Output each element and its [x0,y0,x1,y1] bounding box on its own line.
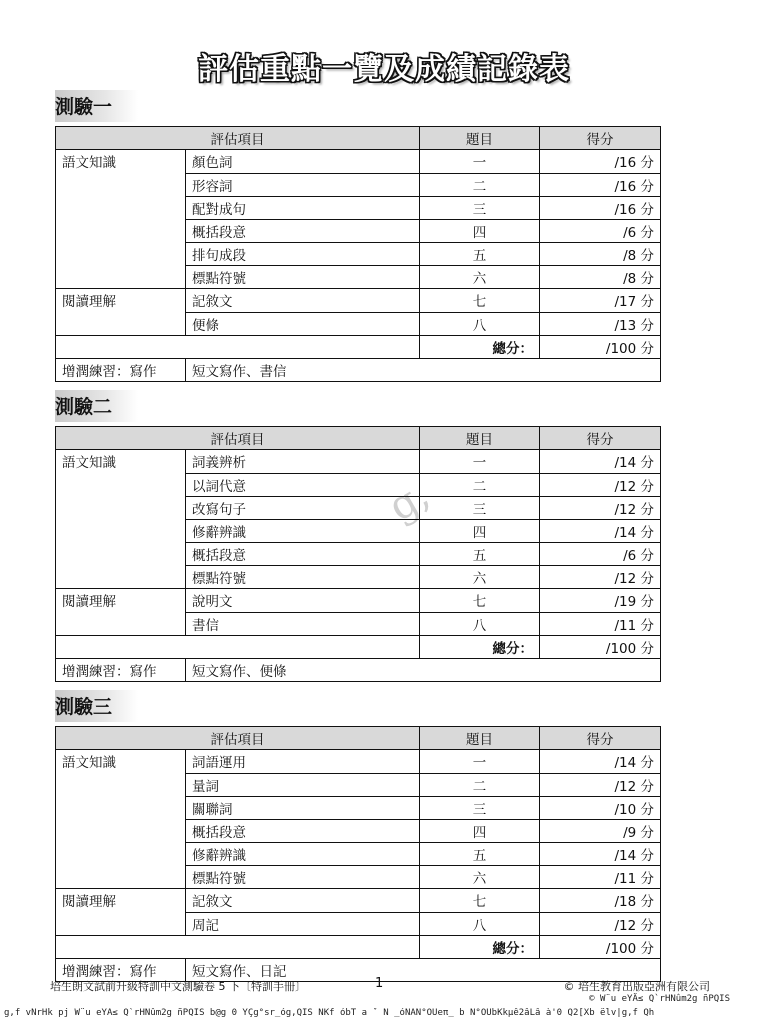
question-number: 五 [420,542,540,565]
section-heading: 測驗三 [55,690,138,722]
question-number: 五 [420,242,540,265]
question-number: 四 [420,519,540,542]
score-cell: /16 分 [540,150,661,174]
category-label: 閱讀理解 [56,589,186,613]
score-cell: /18 分 [540,889,661,913]
test-section-1 [55,90,660,382]
header-score: 得分 [540,427,661,450]
item-name: 形容詞 [186,173,420,196]
page-title: 評估重點一覽及成績記錄表 [198,52,570,87]
item-name: 記敘文 [186,289,420,313]
question-number: 一 [420,750,540,774]
item-name: 量詞 [186,773,420,796]
score-cell: /9 分 [540,819,661,842]
header-question: 題目 [420,427,540,450]
score-cell: /6 分 [540,542,661,565]
score-cell: /12 分 [540,565,661,589]
section-heading: 測驗二 [55,390,138,422]
total-spacer [56,336,420,359]
item-name: 修辭辨識 [186,519,420,542]
score-cell: /12 分 [540,473,661,496]
total-label: 總分： [420,636,540,659]
total-spacer [56,936,420,959]
category-spacer [56,219,186,242]
header-item: 評估項目 [56,427,420,450]
section-heading: 測驗一 [55,90,138,122]
item-name: 顏色詞 [186,150,420,174]
score-cell: /10 分 [540,796,661,819]
header-score: 得分 [540,727,661,750]
item-name: 排句成段 [186,242,420,265]
item-name: 關聯詞 [186,796,420,819]
question-number: 四 [420,219,540,242]
extension-value: 短文寫作、便條 [186,659,661,682]
question-number: 八 [420,912,540,936]
item-name: 詞義辨析 [186,450,420,474]
score-table [55,426,661,682]
item-name: 改寫句子 [186,496,420,519]
test-section-2 [55,390,660,682]
item-name: 詞語運用 [186,750,420,774]
header-question: 題目 [420,727,540,750]
category-spacer [56,819,186,842]
question-number: 四 [420,819,540,842]
footer-garbled-line-2: g,f vÑrHk pj W¨u eYÄ≤ Q`rHNûm2g ñPQIS b@g 0 YÇg°sr_óg,QIS NKf óbT a ˇ N _óNÂN°OUeπ_ b N°OUbKkµê2âLâ à'0 Q2[Xb ëlv|g,f Qh [4,1008,655,1018]
header-question: 題目 [420,127,540,150]
question-number: 八 [420,612,540,636]
item-name: 記敘文 [186,889,420,913]
question-number: 六 [420,265,540,289]
category-spacer [56,542,186,565]
item-name: 概括段意 [186,819,420,842]
category-spacer [56,196,186,219]
score-table [55,126,661,382]
score-cell: /12 分 [540,912,661,936]
question-number: 三 [420,796,540,819]
category-spacer [56,773,186,796]
score-cell: /19 分 [540,589,661,613]
score-cell: /16 分 [540,196,661,219]
total-label: 總分： [420,936,540,959]
score-cell: /11 分 [540,612,661,636]
category-spacer [56,842,186,865]
category-label: 閱讀理解 [56,289,186,313]
extension-value: 短文寫作、書信 [186,359,661,382]
question-number: 八 [420,312,540,336]
total-score: /100 分 [540,936,661,959]
total-label: 總分： [420,336,540,359]
question-number: 六 [420,565,540,589]
question-number: 一 [420,450,540,474]
score-cell: /16 分 [540,173,661,196]
score-cell: /17 分 [540,289,661,313]
score-table [55,726,661,982]
watermark: g, [381,471,438,531]
category-label: 語文知識 [56,450,186,474]
item-name: 標點符號 [186,265,420,289]
category-label: 語文知識 [56,150,186,174]
score-cell: /14 分 [540,842,661,865]
header-score: 得分 [540,127,661,150]
score-cell: /14 分 [540,450,661,474]
footer-copyright: © 培生教育出版亞洲有限公司 [563,980,710,993]
question-number: 七 [420,289,540,313]
item-name: 配對成句 [186,196,420,219]
extension-label: 增潤練習：寫作 [56,959,186,982]
question-number: 六 [420,865,540,889]
score-cell: /11 分 [540,865,661,889]
question-number: 二 [420,173,540,196]
item-name: 概括段意 [186,219,420,242]
category-spacer [56,565,186,589]
category-spacer [56,519,186,542]
question-number: 一 [420,150,540,174]
page-number: 1 [375,976,384,991]
category-spacer [56,173,186,196]
test-section-3 [55,690,660,982]
category-spacer [56,612,186,636]
total-score: /100 分 [540,636,661,659]
item-name: 周記 [186,912,420,936]
item-name: 標點符號 [186,565,420,589]
category-spacer [56,496,186,519]
score-cell: /13 分 [540,312,661,336]
category-label: 閱讀理解 [56,889,186,913]
header-item: 評估項目 [56,127,420,150]
item-name: 概括段意 [186,542,420,565]
score-cell: /14 分 [540,519,661,542]
total-score: /100 分 [540,336,661,359]
category-spacer [56,473,186,496]
question-number: 七 [420,589,540,613]
footer-garbled-line-1: © W¨u eYÄ≤ Q`rHNûm2g ñPQIS [589,994,730,1004]
item-name: 書信 [186,612,420,636]
category-label: 語文知識 [56,750,186,774]
question-number: 三 [420,496,540,519]
category-spacer [56,242,186,265]
question-number: 三 [420,196,540,219]
extension-value: 短文寫作、日記 [186,959,661,982]
question-number: 五 [420,842,540,865]
question-number: 二 [420,473,540,496]
category-spacer [56,312,186,336]
item-name: 便條 [186,312,420,336]
score-cell: /14 分 [540,750,661,774]
total-spacer [56,636,420,659]
category-spacer [56,912,186,936]
item-name: 修辭辨識 [186,842,420,865]
category-spacer [56,796,186,819]
score-cell: /12 分 [540,773,661,796]
header-item: 評估項目 [56,727,420,750]
score-cell: /8 分 [540,265,661,289]
footer-publication: 培生朗文試前升級特訓中文測驗卷 5 下〔特訓手冊〕 [50,980,306,993]
item-name: 標點符號 [186,865,420,889]
score-cell: /6 分 [540,219,661,242]
score-cell: /12 分 [540,496,661,519]
extension-label: 增潤練習：寫作 [56,659,186,682]
item-name: 以詞代意 [186,473,420,496]
category-spacer [56,265,186,289]
category-spacer [56,865,186,889]
question-number: 七 [420,889,540,913]
item-name: 說明文 [186,589,420,613]
score-cell: /8 分 [540,242,661,265]
question-number: 二 [420,773,540,796]
extension-label: 增潤練習：寫作 [56,359,186,382]
